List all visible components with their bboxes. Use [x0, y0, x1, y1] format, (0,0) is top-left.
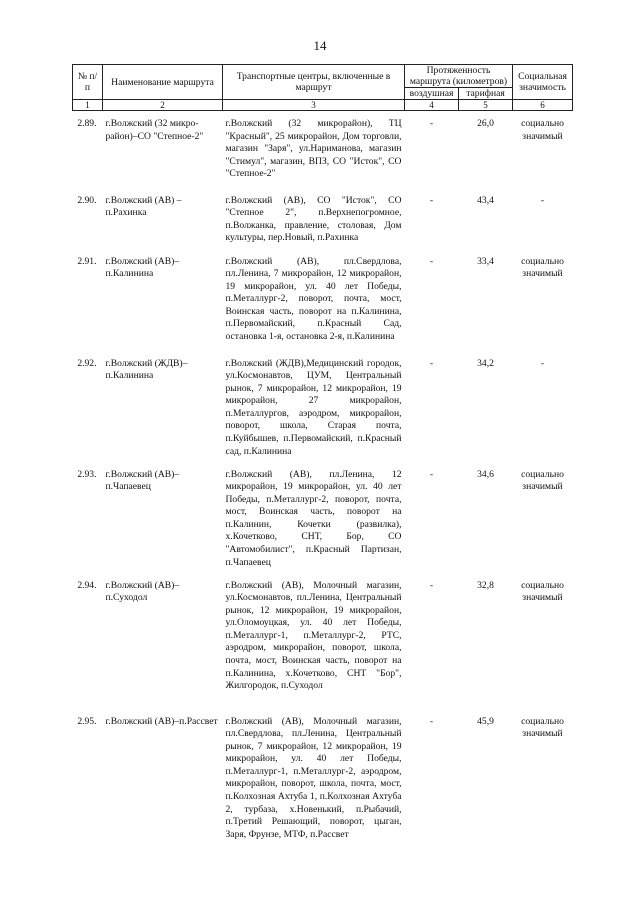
- header-number-5: 5: [459, 100, 513, 111]
- transport-centers: г.Волжский (АВ), пл.Свердлова, пл.Ленина, 7 микрорайон, 12 микрорайон, 19 микрорайон, ул. 40 лет Победы, п.Металлург-2, поворот, почта, мост, Воинская часть, поворот на п.Калинина, п.Первомайский, п.Красный Сад, остановка 1-я, остановка 2-я, п.Калинина: [225, 255, 402, 343]
- route-name: г.Волжский (АВ)–п.Рассвет: [105, 715, 218, 727]
- routes-table: [72, 64, 573, 841]
- route-name: г.Волжский (32 микро-район)–СО "Степное-2": [105, 118, 204, 142]
- route-name: г.Волжский (АВ) – п.Рахинка: [105, 194, 182, 219]
- row-number: 2.93.: [77, 468, 97, 480]
- route-name: г.Волжский (ЖДВ)–п.Калинина: [105, 357, 188, 382]
- page-number: 14: [313, 38, 327, 53]
- fare-distance: 26,0: [477, 118, 494, 129]
- row-number: 2.89.: [77, 118, 97, 129]
- header-air: воздушная: [405, 88, 459, 100]
- header-number-6: 6: [513, 100, 573, 111]
- fare-distance: 34,6: [477, 468, 494, 480]
- route-name: г.Волжский (АВ)–п.Калинина: [105, 255, 180, 280]
- air-distance: -: [429, 468, 434, 480]
- air-distance: -: [429, 579, 434, 591]
- social-significance: социально значимый: [521, 579, 564, 604]
- header-fare: тарифная: [459, 88, 513, 100]
- route-name: г.Волжский (АВ)–п.Суходол: [105, 579, 180, 604]
- air-distance: -: [429, 357, 434, 369]
- row-number: 2.94.: [77, 579, 97, 591]
- social-significance: социально значимый: [521, 715, 564, 740]
- transport-centers: г.Волжский (АВ), Молочный магазин, пл.Свердлова, пл.Ленина, Центральный рынок, 7 микрорайон, 12 микрорайон, 19 микрорайон, ул. 40 лет Победы, п.Металлург-1, п.Металлург-2, аэродром, микрорайон, поворот, школа, почта, мост, п.Колхозная Ахтуба 1, п.Колхозная Ахтуба 2, турбаза, х.Новенький, п.Рыбачий, п.Третий Решающий, поворот, цыган, Заря, Фрунзе, МТФ, п.Рассвет: [225, 715, 402, 840]
- table-row: [73, 462, 573, 573]
- header-number-3: 3: [223, 100, 405, 111]
- table-row: [73, 573, 573, 709]
- header-centers: Транспортные центры, включенные в маршрут: [223, 65, 405, 100]
- fare-distance: 43,4: [477, 194, 494, 206]
- transport-centers: г.Волжский (АВ), пл.Ленина, 12 микрорайон, 19 микрорайон, ул. 40 лет Победы, п.Металлург-2, поворот, почта, мост, Воинская часть, поворот на п.Калинин, Кочетки (развилка), х.Кочетково, СНТ, Бор, СО "Автомобилист", п.Красный Партизан, п.Чапаевец: [225, 468, 402, 568]
- row-number: 2.95.: [77, 715, 97, 727]
- header-length: Протяженность маршрута (километров): [405, 65, 513, 88]
- header-number-4: 4: [405, 100, 459, 111]
- table-row: [73, 111, 573, 188]
- air-distance: -: [429, 255, 434, 267]
- row-number: 2.92.: [77, 357, 97, 369]
- social-significance: социально значимый: [521, 118, 564, 142]
- transport-centers: г.Волжский (ЖДВ),Медицинский городок, ул.Космонавтов, ЦУМ, Центральный рынок, 7 микрорайон, 12 микрорайон, 19 микрорайон, 27 микрорайон, п.Металлургов, аэродром, микрорайон, поворот, школа, Старая почта, п.Куйбышев, п.Первомайский, п.Красный сад, п.Калинина: [225, 357, 402, 457]
- fare-distance: 33,4: [477, 255, 494, 267]
- header-social: Социальная значимость: [513, 65, 573, 100]
- header-number-1: 1: [73, 100, 103, 111]
- header-number-2: 2: [103, 100, 223, 111]
- transport-centers: г.Волжский (АВ), Молочный магазин, ул.Космонавтов, пл.Ленина, Центральный рынок, 12 микрорайон, 19 микрорайон, ул.Оломоуцкая, ул. 40 лет Победы, п.Металлург-1, п.Металлург-2, РТС, аэродром, микрорайон, поворот, школа, почта, мост, Воинская часть, поворот на п.Калинина, х.Кочетково, СНТ "Бор", Жилгородок, п.Суходол: [225, 579, 402, 692]
- air-distance: -: [429, 194, 434, 206]
- route-name: г.Волжский (АВ)–п.Чапаевец: [105, 468, 180, 493]
- table-row: [73, 709, 573, 842]
- table-row: [73, 351, 573, 462]
- fare-distance: 34,2: [477, 357, 494, 369]
- table-row: [73, 188, 573, 249]
- social-significance: социально значимый: [521, 468, 564, 493]
- social-significance: социально значимый: [521, 255, 564, 280]
- transport-centers: г.Волжский (АВ), СО "Исток", СО "Степное 2", п.Верхнепогромное, п.Волжанка, правление, столовая, Дом культуры, пер.Новый, п.Рахинка: [225, 194, 402, 244]
- fare-distance: 45,9: [477, 715, 494, 727]
- table-row: [73, 249, 573, 351]
- row-number: 2.91.: [77, 255, 97, 267]
- row-number: 2.90.: [77, 194, 97, 206]
- social-significance: -: [540, 357, 545, 369]
- fare-distance: 32,8: [477, 579, 494, 591]
- header-route-name: Наименование маршрута: [103, 65, 223, 100]
- table-header: [73, 65, 573, 111]
- social-significance: -: [540, 194, 545, 206]
- header-no: № п/п: [73, 65, 103, 100]
- air-distance: -: [429, 118, 434, 129]
- air-distance: -: [429, 715, 434, 727]
- transport-centers: г.Волжский (32 микрорайон), ТЦ "Красный", 25 микрорайон, Дом торговли, магазин "Заря", ул.Нариманова, магазин "Стимул", магазин, ВПЗ, СО "Исток", СО "Степное-2": [225, 118, 402, 180]
